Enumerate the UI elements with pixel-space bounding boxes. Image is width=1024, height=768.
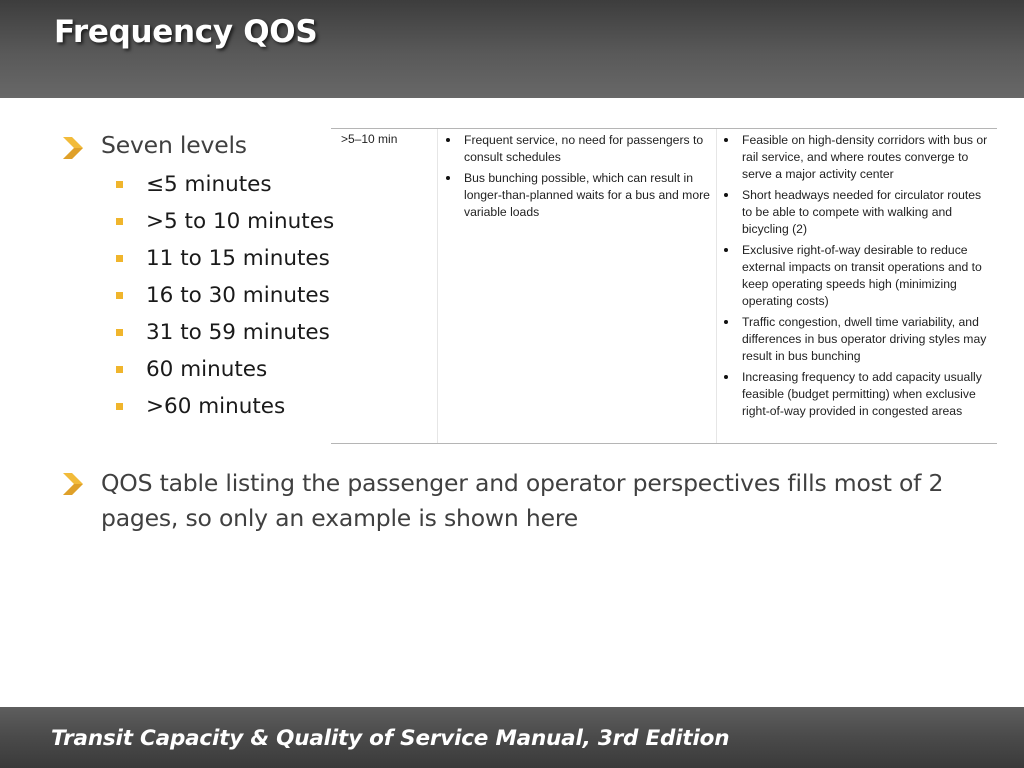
chevron-right-icon xyxy=(62,136,84,160)
bullet-seven-levels: Seven levels xyxy=(101,131,247,159)
bullet-qos-table-note: QOS table listing the passenger and operator perspectives fills most of 2 pages, so only an example is shown here xyxy=(101,469,944,532)
square-bullet-icon xyxy=(116,255,123,262)
level-item: ≤5 minutes xyxy=(146,172,272,197)
chevron-right-icon xyxy=(62,472,84,496)
operator-perspective-list xyxy=(719,132,989,424)
qos-example-table xyxy=(331,128,997,444)
list-item: Traffic congestion, dwell time variability, and differences in bus operator driving styles may result in bus bunching xyxy=(719,314,989,365)
bullet-dot-icon xyxy=(724,320,728,324)
slide-title: Frequency QOS xyxy=(54,14,318,50)
square-bullet-icon xyxy=(116,329,123,336)
list-item: Bus bunching possible, which can result in longer-than-planned waits for a bus and more variable loads xyxy=(441,170,719,221)
footer-citation: Transit Capacity & Quality of Service Manual, 3rd Edition xyxy=(51,726,730,751)
column-divider xyxy=(437,129,438,443)
list-item: Feasible on high-density corridors with bus or rail service, and where routes converge to serve a major activity center xyxy=(719,132,989,183)
square-bullet-icon xyxy=(116,181,123,188)
bullet-dot-icon xyxy=(446,138,450,142)
footer-bar xyxy=(0,707,1024,768)
square-bullet-icon xyxy=(116,403,123,410)
list-item: Increasing frequency to add capacity usually feasible (budget permitting) when exclusive right-of-way provided in congested areas xyxy=(719,369,989,420)
bullet-dot-icon xyxy=(724,138,728,142)
bullet-dot-icon xyxy=(724,248,728,252)
list-item: Exclusive right-of-way desirable to reduce external impacts on transit operations and to keep operating speeds high (minimizing operating costs) xyxy=(719,242,989,310)
level-item: 60 minutes xyxy=(146,357,268,382)
level-item: 11 to 15 minutes xyxy=(146,246,330,271)
square-bullet-icon xyxy=(116,292,123,299)
bullet-dot-icon xyxy=(724,193,728,197)
level-item: >5 to 10 minutes xyxy=(146,209,335,234)
list-item: Short headways needed for circulator routes to be able to compete with walking and bicycling (2) xyxy=(719,187,989,238)
passenger-perspective-list xyxy=(441,132,719,225)
title-bar xyxy=(0,0,1024,98)
square-bullet-icon xyxy=(116,366,123,373)
bullet-dot-icon xyxy=(446,176,450,180)
list-item: Frequent service, no need for passengers to consult schedules xyxy=(441,132,719,166)
level-item: 31 to 59 minutes xyxy=(146,320,330,345)
table-level-cell: >5–10 min xyxy=(341,132,398,146)
square-bullet-icon xyxy=(116,218,123,225)
bullet-dot-icon xyxy=(724,375,728,379)
level-item: >60 minutes xyxy=(146,394,286,419)
level-item: 16 to 30 minutes xyxy=(146,283,330,308)
